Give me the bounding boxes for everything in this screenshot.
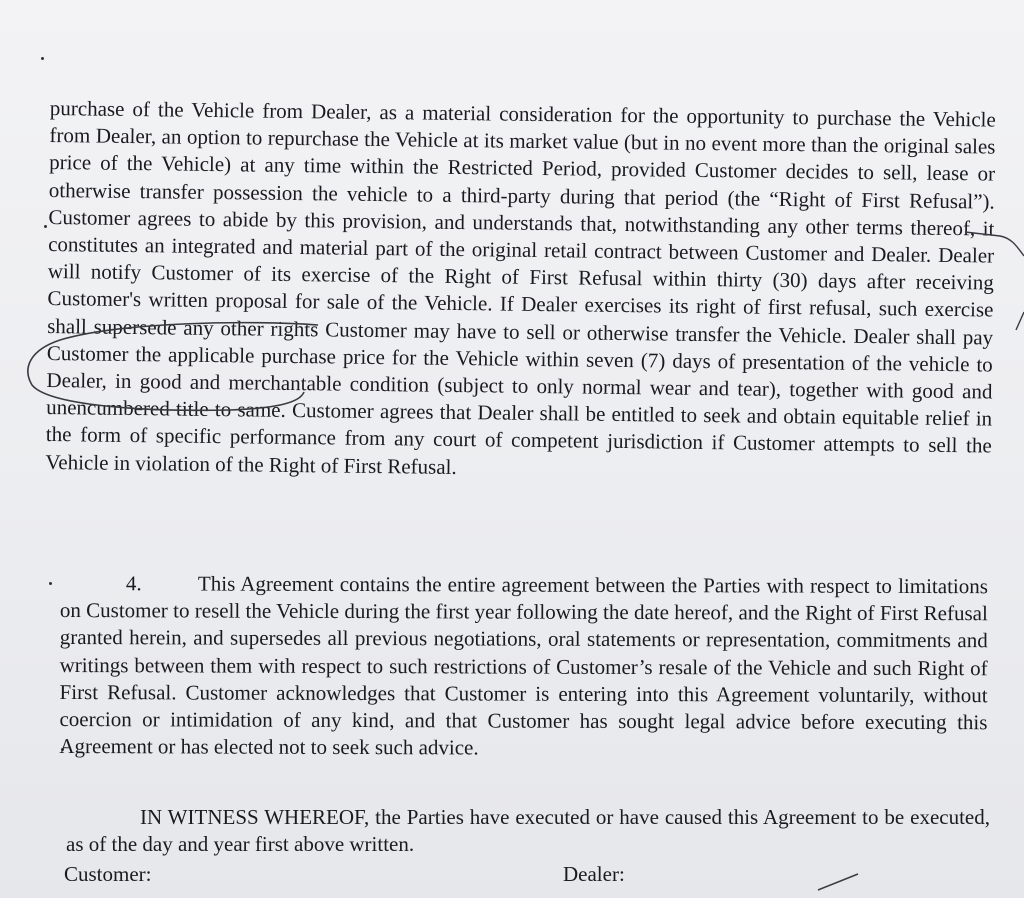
section-4-text: This Agreement contains the entire agreement between the Parties with respect to limitations on Customer to resell the Vehicle during the first year following the date hereof, and the Right of First Refusal granted herein, and supersedes all previous negotiations, oral statements or representation, commitments and writings between them with respect to such restrictions of Customer’s resale of the Vehicle and such Right of First Refusal. Customer acknowledges that Customer is entering into this Agreement voluntarily, without coercion or intimidation of any kind, and that Customer has sought legal advice before executing this Agreement or has elected not to seek such advice. <box>59 571 988 760</box>
customer-signature-label: Customer: <box>64 862 152 886</box>
paragraph-right-of-first-refusal: purchase of the Vehicle from Dealer, as a material consideration for the opportunity to purchase the Vehicle from Dealer, an option to repurchase the Vehicle at its market value (but in no event more than the original sales price of the Vehicle) at any time within the Restricted Period, provided Customer decides to sell, lease or otherwise transfer possession the vehicle to a third-party during that period (the “Right of First Refusal”). Customer agrees to abide by this provision, and understands that, notwithstanding any other terms thereof, it constitutes an integrated and material part of the original retail contract between Customer and Dealer. Dealer will notify Customer of its exercise of the Right of First Refusal within thirty (30) days after receiving Customer's written proposal for sale of the Vehicle. If Dealer exercises its right of first refusal, such exercise shall supersede any other rights Customer may have to sell or otherwise transfer the Vehicle. Dealer shall pay Customer the applicable purchase price for the Vehicle within seven (7) days of presentation of the vehicle to Dealer, in good and merchantable condition (subject to only normal wear and tear), together with good and unencumbered title to same. Customer agrees that Dealer shall be entitled to seek and obtain equitable relief in the form of specific performance from any court of competent jurisdiction if Customer attempts to sell the Vehicle in violation of the Right of First Refusal. <box>45 95 996 479</box>
pen-circle-annotation <box>28 323 318 411</box>
pen-margin-mark <box>1016 312 1024 330</box>
pen-strike-annotation <box>965 232 1024 256</box>
witness-text: IN WITNESS WHEREOF, the Parties have executed or have caused this Agreement to be executed, as of the day and year first above written. <box>66 805 990 857</box>
dealer-signature-label: Dealer: <box>563 862 625 886</box>
pen-signature-stroke <box>818 874 858 890</box>
section-number: 4. <box>125 571 142 596</box>
